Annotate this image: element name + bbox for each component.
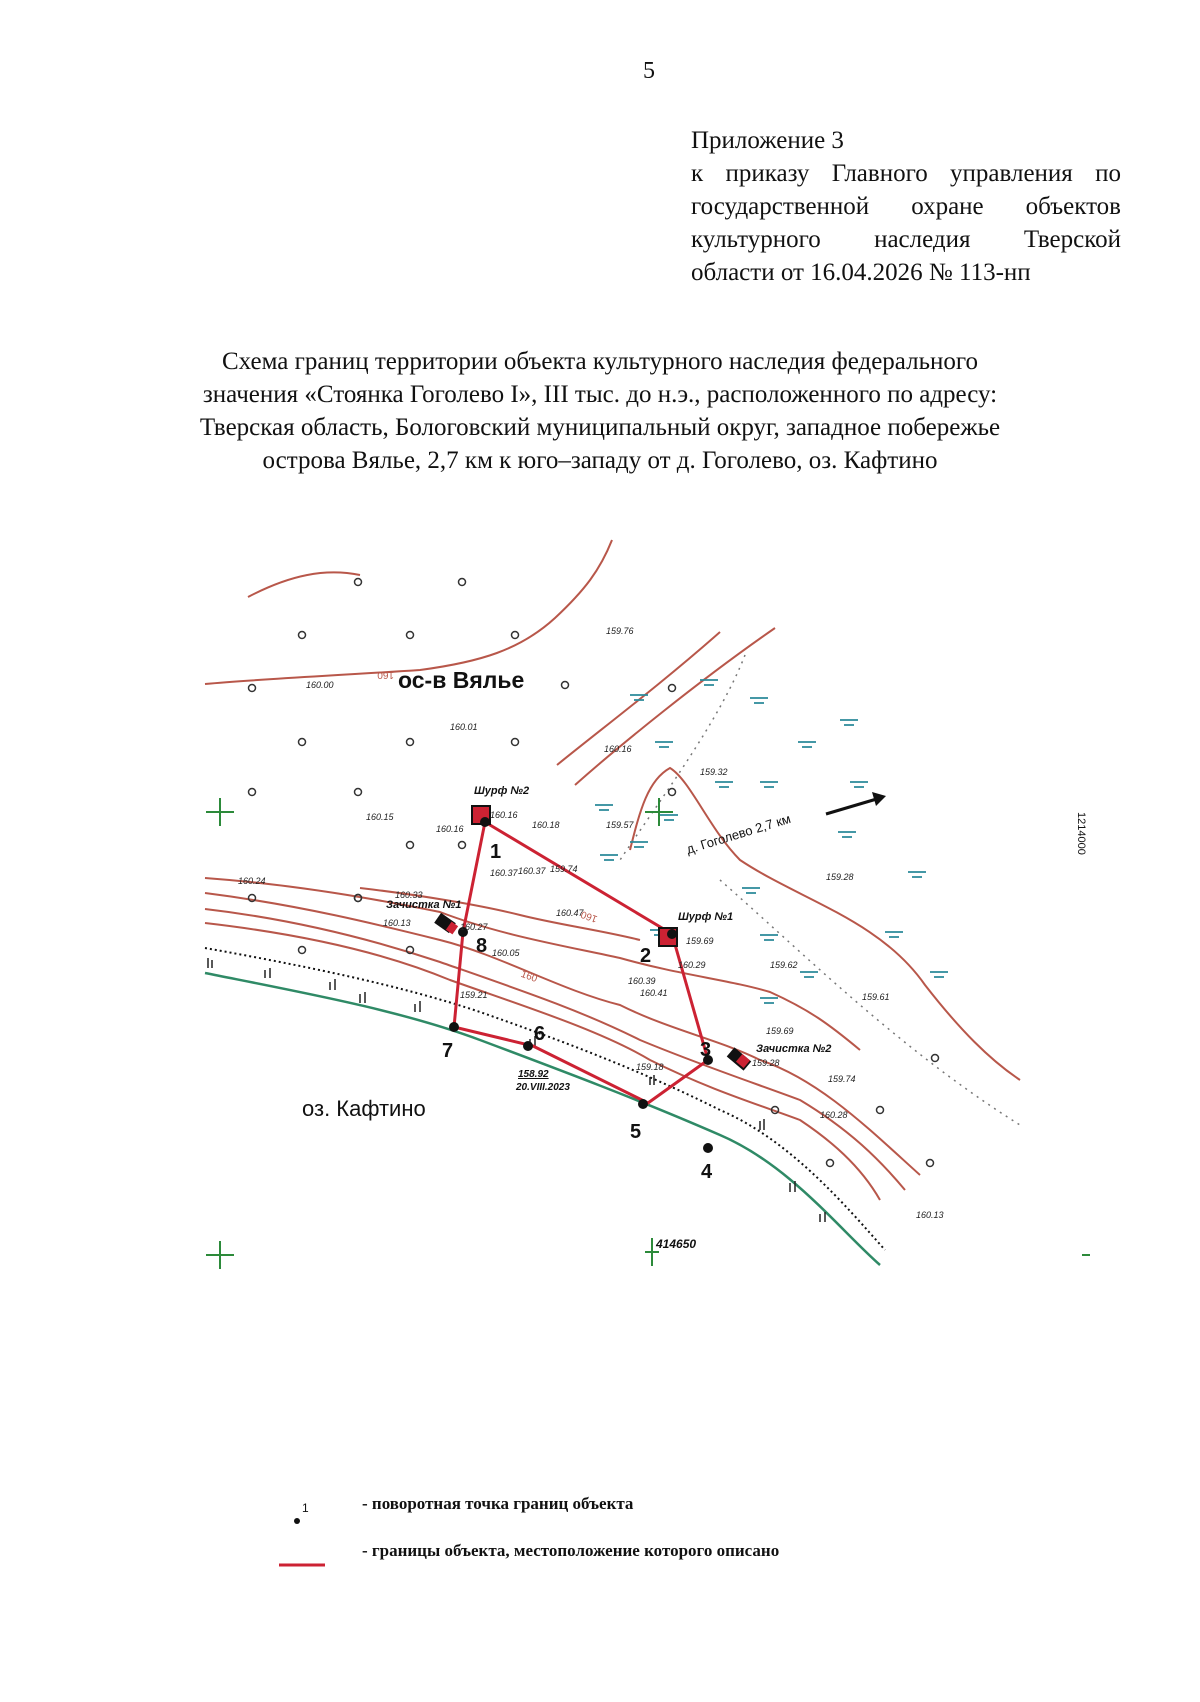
point-label-3: 3 xyxy=(700,1039,712,1061)
marsh-symbol xyxy=(600,855,618,860)
legend-point-number: 1 xyxy=(302,1501,309,1515)
elevation: 160.39 xyxy=(628,976,656,986)
water-level: 158.92 xyxy=(518,1069,549,1080)
meadow-symbol xyxy=(299,632,306,639)
meadow-symbol xyxy=(299,739,306,746)
elevation: 160.01 xyxy=(450,722,478,732)
elevation: 159.61 xyxy=(862,992,890,1002)
turning-points xyxy=(449,817,713,1153)
elevation: 160.13 xyxy=(383,918,411,928)
grid-cross xyxy=(206,798,234,826)
meadow-symbol xyxy=(407,842,414,849)
legend-line-label: - границы объекта, местоположение которого описано xyxy=(362,1541,780,1560)
elevation: 159.69 xyxy=(686,936,714,946)
pit-label-zach2: Зачистка №2 xyxy=(756,1043,832,1055)
elevation: 160.13 xyxy=(916,1210,944,1220)
elevation: 160.16 xyxy=(604,744,632,754)
elevation: 159.76 xyxy=(606,626,634,636)
contour-label: 160 xyxy=(579,908,599,925)
meadow-symbol xyxy=(877,1107,884,1114)
marsh-symbol xyxy=(798,742,816,747)
marsh-symbol xyxy=(630,695,648,700)
contour-line xyxy=(205,878,860,1050)
marsh-symbol xyxy=(595,805,613,810)
meadow-symbol xyxy=(932,1055,939,1062)
appendix-line-4: культурного наследия Тверской xyxy=(691,226,1121,253)
marsh-symbol xyxy=(840,720,858,725)
marsh-symbol xyxy=(760,998,778,1003)
meadow-symbol xyxy=(355,579,362,586)
meadow-symbol xyxy=(669,789,676,796)
meadow-symbol xyxy=(827,1160,834,1167)
elevation: 160.41 xyxy=(640,988,668,998)
elevation: 160.37 xyxy=(518,866,546,876)
turning-point xyxy=(638,1099,648,1109)
contour-line xyxy=(205,893,920,1175)
point-label-6: 6 xyxy=(534,1023,546,1045)
legend-point-marker xyxy=(294,1518,300,1524)
shore-mark xyxy=(415,1001,420,1012)
elevation: 159.74 xyxy=(550,864,578,874)
marsh-symbol xyxy=(655,742,673,747)
meadow-symbol xyxy=(512,632,519,639)
elevation: 160.33 xyxy=(395,890,423,900)
point-label-4: 4 xyxy=(701,1161,713,1183)
elevation: 160.18 xyxy=(532,820,560,830)
legend-point-label: - поворотная точка границ объекта xyxy=(362,1494,634,1513)
meadow-symbol xyxy=(407,739,414,746)
shore-mark xyxy=(360,992,365,1003)
meadow-symbol xyxy=(459,579,466,586)
elevation: 159.57 xyxy=(606,820,634,830)
elevation: 160.47 xyxy=(556,908,584,918)
turning-point xyxy=(667,929,677,939)
turning-point xyxy=(703,1143,713,1153)
elevation: 160.05 xyxy=(492,948,520,958)
turning-point xyxy=(523,1041,533,1051)
shore-mark xyxy=(820,1212,825,1222)
water-date: 20.VIII.2023 xyxy=(516,1082,570,1093)
shore-mark xyxy=(330,979,335,990)
point-label-2: 2 xyxy=(640,945,652,967)
shore-mark xyxy=(760,1119,764,1130)
marsh-symbol xyxy=(750,698,768,703)
contour-line xyxy=(248,572,360,597)
object-boundary xyxy=(454,822,708,1103)
point-label-1: 1 xyxy=(490,841,502,863)
elevation: 160.37 xyxy=(490,868,518,878)
marsh-symbol xyxy=(800,972,818,977)
point-label-7: 7 xyxy=(442,1040,454,1062)
marsh-symbol xyxy=(838,832,856,837)
elevation: 159.18 xyxy=(636,1062,664,1072)
contour-line xyxy=(575,628,775,785)
marsh-symbol xyxy=(885,932,903,937)
grid-crosses xyxy=(206,798,1090,1269)
marsh-symbol xyxy=(930,972,948,977)
contour-label: 160 xyxy=(377,669,394,680)
appendix-line-2: к приказу Главного управления по xyxy=(691,160,1121,187)
elevation: 160.00 xyxy=(306,680,334,690)
point-label-8: 8 xyxy=(476,935,488,957)
shore-mark xyxy=(650,1075,654,1085)
title-line-2: значения «Стоянка Гоголево I», III тыс. до н.э., расположенного по адресу: xyxy=(202,381,998,408)
marsh-symbol xyxy=(760,782,778,787)
elevation: 160.29 xyxy=(678,960,706,970)
meadow-symbol xyxy=(669,685,676,692)
elevation: 159.32 xyxy=(700,767,728,777)
direction-label: д. Гоголево 2,7 км xyxy=(684,810,793,857)
appendix-line-1: Приложение 3 xyxy=(691,127,844,154)
turning-point xyxy=(480,817,490,827)
meadow-symbol xyxy=(459,842,466,849)
elevation: 160.27 xyxy=(460,922,488,932)
grid-cross xyxy=(645,798,673,826)
marsh-symbol xyxy=(715,782,733,787)
shore-mark xyxy=(265,968,270,978)
marsh-symbol xyxy=(630,842,648,847)
elevation: 159.28 xyxy=(826,872,854,882)
contour-line xyxy=(205,540,612,684)
elevation: 159.62 xyxy=(770,960,798,970)
appendix-line-3: государственной охране объектов xyxy=(691,193,1121,220)
direction-arrowhead xyxy=(872,792,886,806)
marsh-symbol xyxy=(742,888,760,893)
lake-label: оз. Кафтино xyxy=(302,1096,426,1121)
marsh-symbol xyxy=(760,935,778,940)
direction-arrow xyxy=(826,798,880,814)
elevation: 159.74 xyxy=(828,1074,856,1084)
elevation: 160.24 xyxy=(238,876,266,886)
page-number: 5 xyxy=(643,58,655,84)
turning-point xyxy=(449,1022,459,1032)
grid-label-right: 1214000 xyxy=(1075,812,1087,855)
pit-zach1 xyxy=(434,913,458,934)
contour-line xyxy=(557,632,720,765)
appendix-line-5: области от 16.04.2026 № 113-нп xyxy=(691,259,1031,286)
elevation: 160.15 xyxy=(366,812,394,822)
marsh-symbol xyxy=(700,680,718,685)
title-line-3: Тверская область, Бологовский муниципальный округ, западное побережье xyxy=(199,414,1001,441)
meadow-symbol xyxy=(249,789,256,796)
grid-label-bottom: 414650 xyxy=(656,1237,697,1251)
meadow-symbol xyxy=(407,632,414,639)
meadow-symbol xyxy=(562,682,569,689)
elevation: 159.21 xyxy=(460,990,488,1000)
pit-label-zach1: Зачистка №1 xyxy=(386,899,462,911)
meadow-symbol xyxy=(927,1160,934,1167)
meadow-symbol xyxy=(512,739,519,746)
elevation: 159.69 xyxy=(766,1026,794,1036)
title-line-4: острова Вялье, 2,7 км к юго–западу от д. Гоголево, оз. Кафтино xyxy=(262,447,938,474)
meadow-symbol xyxy=(249,685,256,692)
meadow-symbol xyxy=(299,947,306,954)
shore-mark xyxy=(208,958,212,968)
elevation: 160.16 xyxy=(436,824,464,834)
point-label-5: 5 xyxy=(630,1121,642,1143)
island-label: ос-в Вялье xyxy=(398,667,525,693)
marsh-symbol xyxy=(908,872,926,877)
meadow-symbol xyxy=(355,789,362,796)
marsh-symbol xyxy=(660,815,678,820)
pit-label-shurf1: Шурф №1 xyxy=(678,911,734,923)
grid-cross xyxy=(206,1241,234,1269)
elevation: 159.28 xyxy=(752,1058,780,1068)
marsh-symbol xyxy=(850,782,868,787)
elevation: 160.16 xyxy=(490,810,518,820)
pit-label-shurf2: Шурф №2 xyxy=(474,785,530,797)
contour-label: 160 xyxy=(519,968,539,985)
elevation: 160.28 xyxy=(820,1110,848,1120)
title-line-1: Схема границ территории объекта культурного наследия федерального xyxy=(221,348,979,375)
